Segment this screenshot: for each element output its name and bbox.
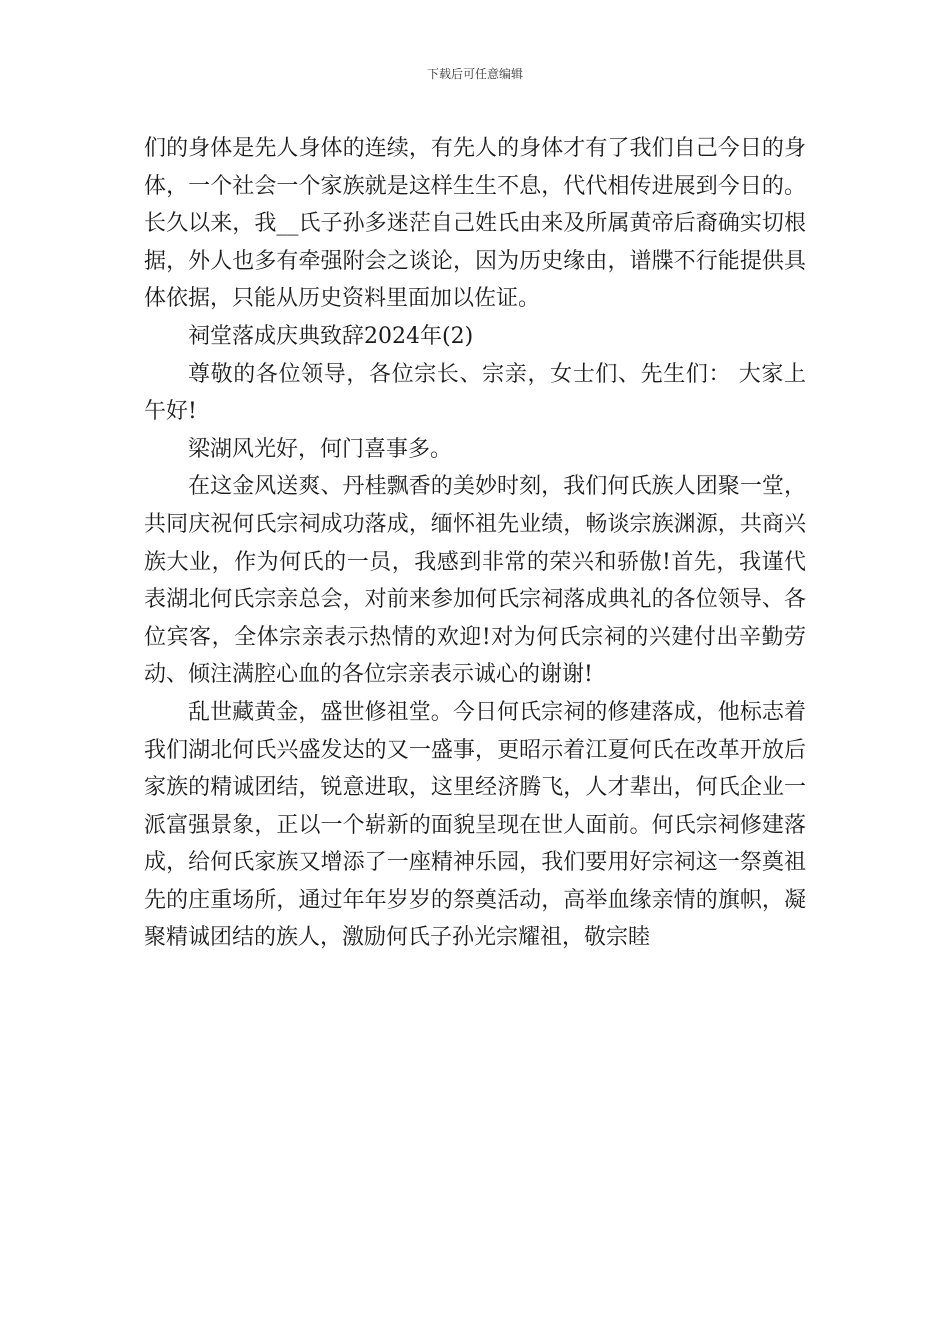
paragraph-welcome: 在这金风送爽、丹桂飘香的美妙时刻，我们何氏族人团聚一堂，共同庆祝何氏宗祠成功落成，缅怀祖先业绩，畅谈宗族渊源，共商兴族大业，作为何氏的一员，我感到非常的荣兴和骄傲!首先，我谨代表湖北何氏宗亲总会，对前来参加何氏宗祠落成典礼的各位领导、各位宾客，全体宗亲表示热情的欢迎!对为何氏宗祠的兴建付出辛勤劳动、倾注满腔心血的各位宗亲表示诚心的谢谢! — [144, 474, 806, 688]
document-body — [144, 130, 806, 957]
paragraph-continuation: 们的身体是先人身体的连续，有先人的身体才有了我们自己今日的身体，一个社会一个家族就是这样生生不息，代代相传进展到今日的。长久以来，我__氏子孙多迷茫自己姓氏由来及所属黄帝后裔确实切根据，外人也多有牵强附会之谈论，因为历史缘由，谱牒不行能提供具体依据，只能从历史资料里面加以佐证。 — [144, 136, 806, 312]
page-header: 下载后可任意编辑 — [426, 67, 523, 81]
paragraph-significance: 乱世藏黄金，盛世修祖堂。今日何氏宗祠的修建落成，他标志着我们湖北何氏兴盛发达的又一盛事，更昭示着江夏何氏在改革开放后家族的精诚团结，锐意进取，这里经济腾飞，人才辈出，何氏企业一派富强景象，正以一个崭新的面貌呈现在世人面前。何氏宗祠修建落成，给何氏家族又增添了一座精神乐园，我们要用好宗祠这一祭奠祖先的庄重场所，通过年年岁岁的祭奠活动，高举血缘亲情的旗帜，凝聚精诚团结的族人，激励何氏子孙光宗耀祖，敬宗睦 — [144, 699, 806, 951]
section-title: 祠堂落成庆典致辞2024年(2) — [188, 323, 474, 349]
paragraph-opening-line: 梁湖风光好，何门喜事多。 — [188, 436, 453, 462]
paragraph-greeting: 尊敬的各位领导，各位宗长、宗亲，女士们、先生们： 大家上午好! — [144, 361, 806, 425]
